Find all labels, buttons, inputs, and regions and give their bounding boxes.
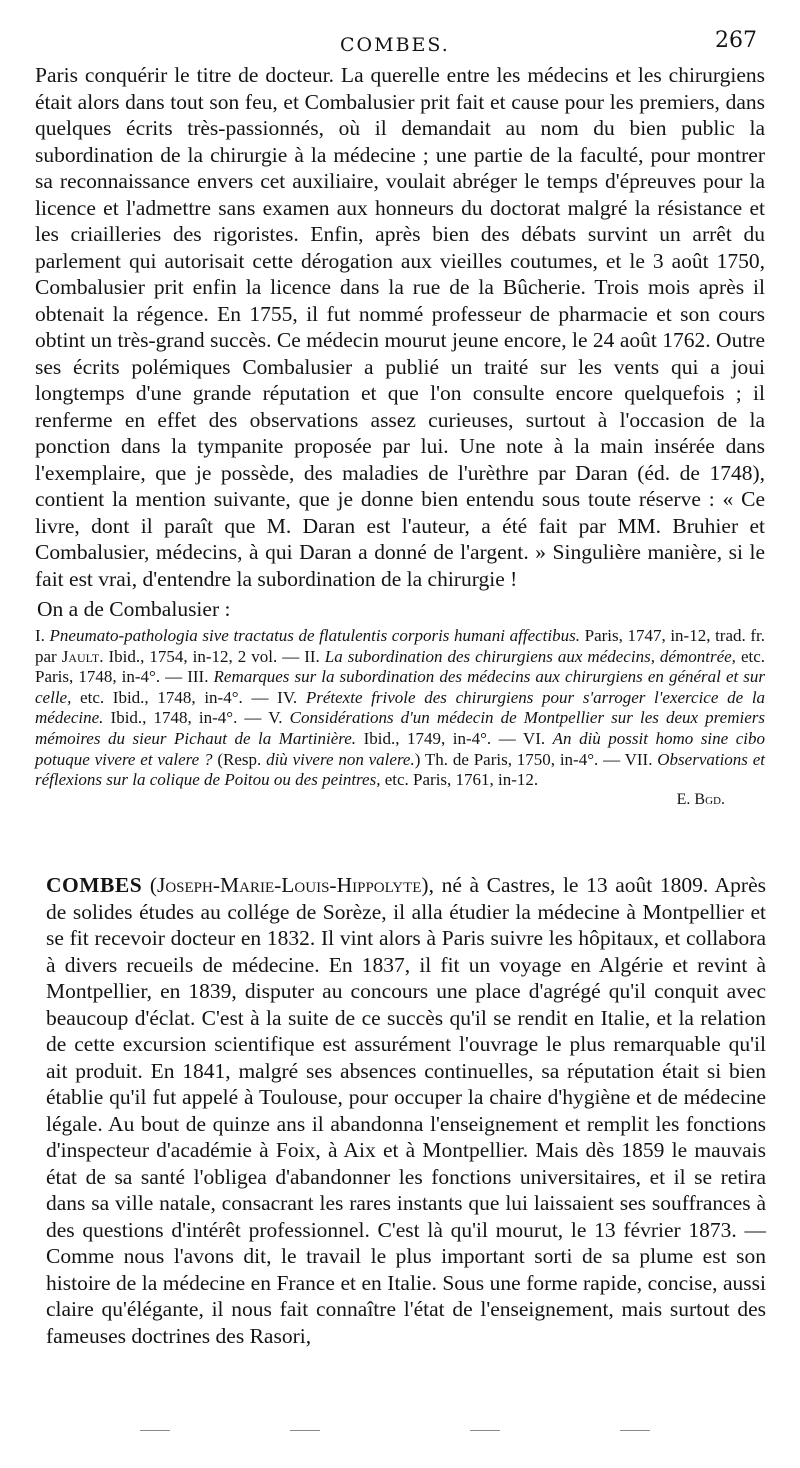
bib-entry-6: VI. An diù possit homo sine cibo potuque vivere et valere ? (Resp. diù vivere non valere.) Th. de Paris, 1750, in-4°. —: [35, 728, 765, 769]
bottom-scan-mark: [140, 1430, 170, 1431]
bib-entry-5: V. Considérations d'un médecin de Montpellier sur les deux premiers mémoires du sieur Pichaut de la Martinière. Ibid., 1749, in-4°. —: [35, 708, 765, 748]
bottom-scan-mark: [470, 1430, 500, 1431]
combalusier-biography-paragraph: Paris conquérir le titre de docteur. La querelle entre les médecins et les chirurgiens était alors dans tout son feu, et Combalusier prit fait et cause pour les premiers, dans quelques écrits très-passionnés, où il demandait au nom du bien public la subordination de la chirurgie à la médecine ; une partie de la faculté, pour montrer sa reconnaissance envers cet auxiliaire, voulait abréger le temps d'épreuves pour la licence et l'admettre sans examen aux honneurs du doctorat malgré la résistance et les criailleries des rigoristes. Enfin, après bien des débats survint un arrêt du parlement qui autorisait cette dérogation aux vieilles coutumes, et le 3 août 1750, Combalusier prit enfin la licence dans la rue de la Bûcherie. Trois mois après il obtenait la régence. En 1755, il fut nommé professeur de pharmacie et son cours obtint un très-grand succès. Ce médecin mourut jeune encore, le 24 août 1762. Outre ses écrits polémiques Combalusier a publié un traité sur les vents qui a joui longtemps d'une grande réputation et que l'on consulte encore quelquefois ; il renferme en effet des observations assez curieuses, surtout à l'occasion de la ponction dans la tympanite proposée par lui. Une note à la main insérée dans l'exemplaire, que je possède, des maladies de l'urèthre par Daran (éd. de 1748), contient la mention suivante, que je donne bien entendu sous toute réserve : « Ce livre, dont il paraît que M. Daran est l'auteur, a été fait par MM. Bruhier et Combalusier, médecins, à qui Daran a donné de l'argent. » Singulière manière, si le fait est vrai, d'entendre la subordination de la chirurgie !: [35, 63, 765, 591]
combes-article: [46, 872, 766, 1349]
works-intro: On a de Combalusier :: [37, 597, 231, 621]
page-number: 267: [715, 28, 757, 53]
article-body: , né à Castres, le 13 août 1809. Après de solides études au collége de Sorèze, il alla étudier la médecine à Montpellier et se fit recevoir docteur en 1832. Il vint alors à Paris suivre les hôpitaux, et collabora à divers recueils de médecine. En 1837, il fit un voyage en Algérie et revint à Montpellier, en 1839, disputer au concours une place d'agrégé qu'il conquit avec beaucoup d'éclat. C'est à la suite de ce succès qu'il se rendit en Italie, et la relation de cette excursion scientifique est assurément l'ouvrage le plus remarquable qu'il ait produit. En 1841, malgré ses absences continuelles, sa réputation était si bien établie qu'il fut appelé à Toulouse, pour occuper la chaire d'hygiène et de médecine légale. Au bout de quinze ans il abandonna l'enseignement et remplit les fonctions d'inspecteur d'académie à Foix, à Aix et à Montpellier. Mais dès 1859 le mauvais état de sa santé l'obligea d'abandonner les fonctions universitaires, et il se retira dans sa ville natale, consacrant les rares instants que lui laissaient ses souffrances à des questions d'intérêt professionnel. C'est là qu'il mourut, le 13 février 1873. — Comme nous l'avons dit, le travail le plus important sorti de sa plume est son histoire de la médecine en France et en Italie. Sous une forme rapide, concise, aussi claire qu'élégante, il nous fait connaître l'état de l'enseignement, mais surtout des fameuses doctrines des Rasori,: [46, 873, 766, 1348]
bib-entry-7: VII. Observations et réflexions sur la colique de Poitou ou des peintres, etc. Paris, 1761, in-12.: [35, 749, 766, 790]
bib-entry-4: IV. Prétexte frivole des chirurgiens pour s'arroger l'exercice de la médecine. Ibid., 1748, in-4°. —: [35, 687, 766, 728]
bib-entry-2: II. La subordination des chirurgiens aux médecins, démontrée, etc. Paris, 1748, in-4°. —: [35, 646, 766, 687]
bib-entry-1: I. Pneumato-pathologia sive tractatus de flatulentis corporis humani affectibus. Paris, 1747, in-12, trad. fr. par Jault. Ibid., 1754, in-12, 2 vol. —: [35, 626, 766, 666]
author-signature: E. Bgd.: [676, 790, 725, 808]
bottom-scan-mark: [620, 1430, 650, 1431]
bib-entry-3: III. Remarques sur la subordination des médecins aux chirurgiens en général et sur celle, etc. Ibid., 1748, in-4°. —: [35, 667, 766, 707]
forenames: (Joseph-Marie-Louis-Hippolyte): [149, 873, 429, 897]
bottom-scan-mark: [290, 1430, 320, 1431]
combes-biography-paragraph: [46, 872, 766, 1349]
previous-article-section: [35, 62, 765, 809]
headword: COMBES: [46, 873, 143, 897]
running-head: COMBES.: [340, 34, 450, 56]
bibliography-list: [35, 626, 765, 791]
